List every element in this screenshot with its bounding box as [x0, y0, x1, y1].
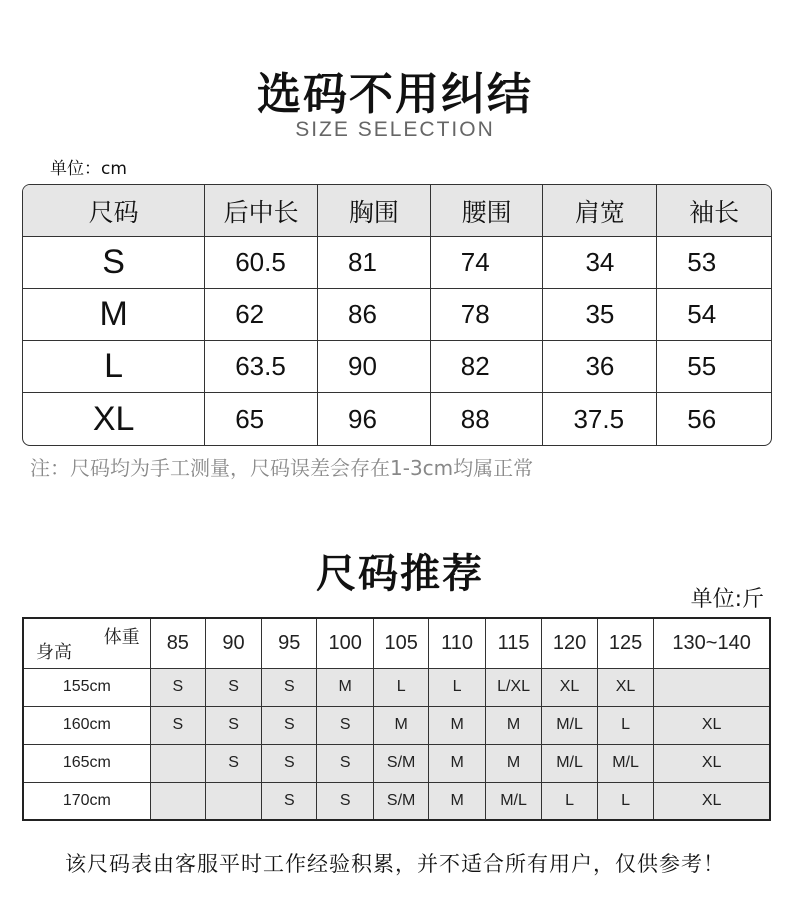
page-title: 选码不用纠结: [257, 69, 533, 120]
table-cell: S: [262, 744, 317, 782]
table-cell: M: [317, 668, 373, 706]
recommend-title: 尺码推荐: [316, 551, 484, 597]
table-cell: 36: [543, 341, 657, 393]
table-row: [23, 668, 770, 706]
weight-header: 125: [597, 618, 653, 668]
table-cell: 74: [431, 237, 544, 289]
table-cell: 86: [318, 289, 431, 341]
table-cell: S: [262, 668, 317, 706]
table-cell: M/L: [597, 744, 653, 782]
header-shoulder: 肩宽: [543, 185, 657, 237]
table-cell: L: [429, 668, 485, 706]
table-cell: M/L: [485, 782, 541, 820]
table-cell: 55: [657, 341, 771, 393]
header-sleeve: 袖长: [657, 185, 771, 237]
table-cell: S: [317, 744, 373, 782]
table-cell: S: [262, 782, 317, 820]
table-cell: 54: [657, 289, 771, 341]
table-cell: S: [317, 782, 373, 820]
table-row: [23, 782, 770, 820]
table-row: [23, 393, 771, 445]
table-cell: 78: [431, 289, 544, 341]
table-cell: M: [373, 706, 429, 744]
weight-header: 115: [485, 618, 541, 668]
table-cell: L: [597, 706, 653, 744]
table-cell: 65: [205, 393, 318, 445]
table-cell: L: [373, 668, 429, 706]
weight-header: 120: [542, 618, 598, 668]
table-cell: [150, 782, 205, 820]
table-cell: S: [150, 668, 205, 706]
height-cell: 170cm: [23, 782, 150, 820]
table-cell: L: [542, 782, 598, 820]
table-cell: 37.5: [543, 393, 657, 445]
page-subtitle: SIZE SELECTION: [295, 118, 495, 141]
table-row: [23, 706, 770, 744]
table-cell: S: [205, 668, 261, 706]
height-label: 身高: [36, 641, 72, 662]
table-cell: L/XL: [485, 668, 541, 706]
table-cell: S/M: [373, 782, 429, 820]
table-cell: 35: [543, 289, 657, 341]
recommend-unit: 单位:斤: [690, 587, 764, 612]
weight-header: 130~140: [654, 618, 770, 668]
table-cell: 53: [657, 237, 771, 289]
weight-header: 85: [150, 618, 205, 668]
weight-header: 95: [262, 618, 317, 668]
size-name: S: [23, 237, 205, 289]
corner-cell: [23, 618, 150, 668]
table-row: [23, 744, 770, 782]
table-cell: M/L: [542, 706, 598, 744]
size-name: L: [23, 341, 205, 393]
disclaimer-footer: 该尺码表由客服平时工作经验积累，并不适合所有用户，仅供参考！: [65, 852, 725, 876]
table-cell: 60.5: [205, 237, 318, 289]
table-cell: M: [485, 744, 541, 782]
table-cell: S: [205, 744, 261, 782]
size-name: M: [23, 289, 205, 341]
table-cell: M: [429, 706, 485, 744]
table-cell: L: [597, 782, 653, 820]
table-cell: XL: [654, 744, 770, 782]
table-cell: [205, 782, 261, 820]
table-cell: S/M: [373, 744, 429, 782]
weight-header: 110: [429, 618, 485, 668]
height-cell: 165cm: [23, 744, 150, 782]
table-cell: 96: [318, 393, 431, 445]
table-cell: 88: [431, 393, 544, 445]
table-cell: S: [317, 706, 373, 744]
table-cell: 62: [205, 289, 318, 341]
table-cell: M: [429, 744, 485, 782]
header-size: 尺码: [23, 185, 205, 237]
table-cell: 90: [318, 341, 431, 393]
table-row: [23, 237, 771, 289]
table-cell: M: [429, 782, 485, 820]
table-cell: XL: [654, 782, 770, 820]
table-cell: 63.5: [205, 341, 318, 393]
size-table-header: [23, 185, 771, 237]
height-cell: 155cm: [23, 668, 150, 706]
table-cell: M/L: [542, 744, 598, 782]
header-waist: 腰围: [431, 185, 544, 237]
table-cell: S: [262, 706, 317, 744]
table-cell: M: [485, 706, 541, 744]
unit-label: 单位：cm: [50, 159, 127, 179]
table-cell: 34: [543, 237, 657, 289]
table-cell: S: [150, 706, 205, 744]
height-cell: 160cm: [23, 706, 150, 744]
table-cell: [150, 744, 205, 782]
table-cell: XL: [542, 668, 598, 706]
header-chest: 胸围: [318, 185, 431, 237]
table-cell: XL: [597, 668, 653, 706]
table-cell: XL: [654, 706, 770, 744]
table-cell: 82: [431, 341, 544, 393]
size-table: [22, 184, 772, 446]
recommend-header-row: [23, 618, 770, 668]
table-cell: 81: [318, 237, 431, 289]
table-cell: S: [205, 706, 261, 744]
table-row: [23, 341, 771, 393]
table-cell: [654, 668, 770, 706]
weight-header: 90: [205, 618, 261, 668]
size-name: XL: [23, 393, 205, 445]
table-row: [23, 289, 771, 341]
table-cell: 56: [687, 403, 717, 434]
weight-header: 105: [373, 618, 429, 668]
recommend-table: [22, 617, 771, 821]
weight-header: 100: [317, 618, 373, 668]
measurement-note: 注：尺码均为手工测量，尺码误差会存在1-3cm均属正常: [30, 456, 534, 480]
header-back-length: 后中长: [205, 185, 318, 237]
weight-label: 体重: [103, 627, 140, 647]
